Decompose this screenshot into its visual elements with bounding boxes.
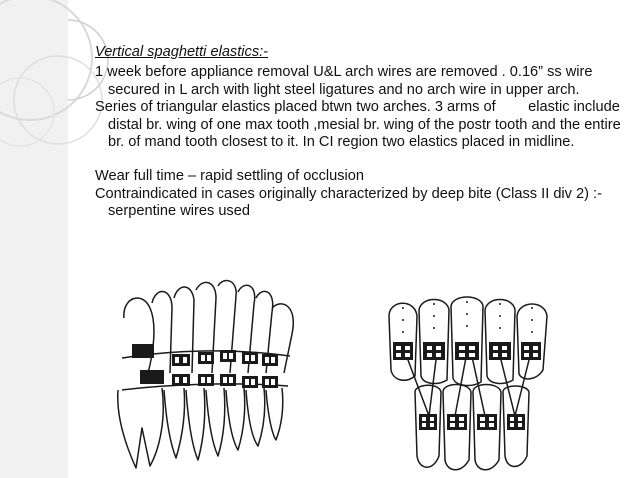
spacer — [95, 151, 630, 168]
slide-body — [95, 44, 630, 221]
lateral-dentition-illustration — [112, 278, 322, 473]
slide-title: Vertical spaghetti elastics:- — [95, 44, 269, 60]
frontal-dentition-illustration — [385, 296, 565, 474]
paragraph-3: Wear full time – rapid settling of occlusion — [95, 168, 365, 185]
paragraph-2: Series of triangular elastics placed btwn two arches. 3 arms of elastic include distal br. wing of one max tooth ,mesial br. wing of the postr tooth and the entire br. of mand tooth closest to it. In CI region two elastics placed in midline. — [95, 99, 625, 151]
decorative-rings-icon — [0, 0, 110, 478]
paragraph-1: 1 week before appliance removal U&L arch wires are removed . 0.16” ss wire secured in L arch with light steel ligatures and no arch wire in upper arch. — [95, 64, 593, 98]
paragraph-4: Contraindicated in cases originally characterized by deep bite (Class II div 2) :- serpentine wires used — [95, 185, 602, 220]
